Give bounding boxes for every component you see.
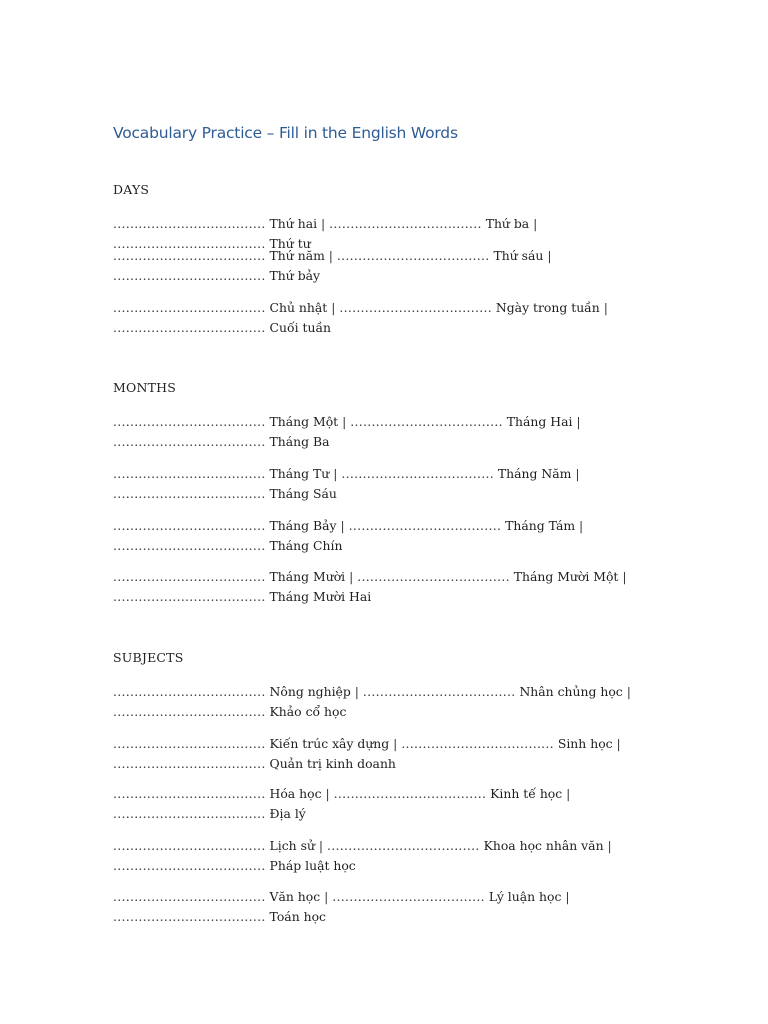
section-heading-days: DAYS xyxy=(113,182,150,197)
vocab-line xyxy=(113,567,658,606)
vocab-word: Ngày trong tuần xyxy=(495,300,600,315)
separator: | xyxy=(565,889,570,904)
separator: | xyxy=(575,466,580,481)
answer-blank[interactable]: .................................... xyxy=(113,248,266,263)
answer-blank[interactable]: .................................... xyxy=(113,684,266,699)
vocab-word: Tháng Hai xyxy=(506,414,573,429)
separator: | xyxy=(340,518,345,533)
answer-blank[interactable]: .................................... xyxy=(113,786,266,801)
vocab-word: Tháng Bảy xyxy=(269,518,337,533)
answer-blank[interactable]: .................................... xyxy=(329,216,482,231)
answer-blank[interactable]: .................................... xyxy=(341,466,494,481)
answer-blank[interactable]: .................................... xyxy=(113,805,266,821)
answer-blank[interactable]: .................................... xyxy=(113,537,266,553)
answer-blank[interactable]: .................................... xyxy=(332,889,485,904)
vocab-word: Sinh học xyxy=(557,736,613,751)
vocab-line xyxy=(113,298,658,337)
answer-blank[interactable]: .................................... xyxy=(113,889,266,904)
vocab-line xyxy=(113,464,658,503)
vocab-word: Pháp luật học xyxy=(269,857,356,873)
answer-blank[interactable]: .................................... xyxy=(113,518,266,533)
vocab-word: Toán học xyxy=(269,908,326,924)
vocab-word: Quản trị kinh doanh xyxy=(269,755,396,771)
separator: | xyxy=(324,889,329,904)
separator: | xyxy=(533,216,538,231)
separator: | xyxy=(325,786,330,801)
answer-blank[interactable]: .................................... xyxy=(113,908,266,924)
separator: | xyxy=(547,248,552,263)
separator: | xyxy=(626,684,631,699)
vocab-line xyxy=(113,887,658,926)
vocab-word: Tháng Sáu xyxy=(269,485,337,501)
vocab-word: Kiến trúc xây dựng xyxy=(269,736,390,751)
separator: | xyxy=(318,838,324,853)
vocab-line xyxy=(113,682,658,721)
answer-blank[interactable]: .................................... xyxy=(113,485,266,501)
answer-blank[interactable]: .................................... xyxy=(113,235,266,251)
separator: | xyxy=(393,736,398,751)
vocab-line xyxy=(113,246,658,285)
separator: | xyxy=(616,736,621,751)
vocab-word: Thứ ba xyxy=(485,216,530,231)
answer-blank[interactable]: .................................... xyxy=(113,703,266,719)
answer-blank[interactable]: .................................... xyxy=(113,414,266,429)
vocab-line xyxy=(113,734,658,773)
vocab-word: Tháng Năm xyxy=(497,466,572,481)
answer-blank[interactable]: .................................... xyxy=(113,857,266,873)
answer-blank[interactable]: .................................... xyxy=(113,433,266,449)
separator: | xyxy=(579,518,584,533)
vocab-word: Thứ tư xyxy=(269,235,311,251)
separator: | xyxy=(603,300,608,315)
answer-blank[interactable]: .................................... xyxy=(113,736,266,751)
separator: | xyxy=(331,300,336,315)
vocab-line xyxy=(113,836,658,875)
vocab-line xyxy=(113,784,658,823)
separator: | xyxy=(622,569,627,584)
answer-blank[interactable]: .................................... xyxy=(113,588,266,604)
answer-blank[interactable]: .................................... xyxy=(113,319,266,335)
vocab-word: Khảo cổ học xyxy=(269,703,347,719)
vocab-word: Khoa học nhân văn xyxy=(483,838,604,853)
answer-blank[interactable]: .................................... xyxy=(336,248,490,263)
separator: | xyxy=(349,569,354,584)
answer-blank[interactable]: .................................... xyxy=(339,300,492,315)
answer-blank[interactable]: .................................... xyxy=(357,569,510,584)
vocab-word: Tháng Chín xyxy=(269,537,343,553)
vocab-line xyxy=(113,516,658,555)
section-heading-subjects: SUBJECTS xyxy=(113,650,184,665)
separator: | xyxy=(342,414,347,429)
answer-blank[interactable]: .................................... xyxy=(113,466,266,481)
vocab-word: Địa lý xyxy=(269,805,306,821)
separator: | xyxy=(333,466,338,481)
answer-blank[interactable]: .................................... xyxy=(113,838,266,853)
vocab-word: Nhân chủng học xyxy=(519,684,623,699)
vocab-word: Tháng Một xyxy=(269,414,339,429)
vocab-word: Lịch sử xyxy=(269,838,315,853)
answer-blank[interactable]: .................................... xyxy=(113,569,266,584)
vocab-word: Tháng Tư xyxy=(269,466,330,481)
vocab-word: Thứ bảy xyxy=(269,267,321,283)
separator: | xyxy=(321,216,326,231)
vocab-word: Thứ hai xyxy=(269,216,318,231)
vocab-word: Thứ năm xyxy=(269,248,325,263)
vocab-word: Kinh tế học xyxy=(490,786,563,801)
vocab-word: Nông nghiệp xyxy=(269,684,351,699)
answer-blank[interactable]: .................................... xyxy=(113,300,266,315)
vocab-line xyxy=(113,412,658,451)
separator: | xyxy=(354,684,359,699)
answer-blank[interactable]: .................................... xyxy=(333,786,487,801)
vocab-word: Tháng Mười xyxy=(269,569,346,584)
answer-blank[interactable]: .................................... xyxy=(113,216,266,231)
answer-blank[interactable]: .................................... xyxy=(350,414,503,429)
vocab-word: Chủ nhật xyxy=(269,300,328,315)
separator: | xyxy=(607,838,612,853)
answer-blank[interactable]: .................................... xyxy=(362,684,516,699)
vocab-word: Lý luận học xyxy=(488,889,562,904)
vocab-word: Tháng Mười Hai xyxy=(269,588,372,604)
vocab-word: Tháng Tám xyxy=(505,518,576,533)
vocab-word: Cuối tuần xyxy=(269,319,332,335)
answer-blank[interactable]: .................................... xyxy=(113,267,266,283)
vocab-word: Thứ sáu xyxy=(493,248,544,263)
separator: | xyxy=(566,786,571,801)
document-title: Vocabulary Practice – Fill in the English Words xyxy=(113,124,458,142)
answer-blank[interactable]: .................................... xyxy=(348,518,502,533)
separator: | xyxy=(576,414,581,429)
answer-blank[interactable]: .................................... xyxy=(113,755,266,771)
section-heading-months: MONTHS xyxy=(113,380,176,395)
answer-blank[interactable]: .................................... xyxy=(327,838,480,853)
answer-blank[interactable]: .................................... xyxy=(401,736,554,751)
vocab-word: Văn học xyxy=(269,889,321,904)
vocab-word: Tháng Mười Một xyxy=(513,569,619,584)
vocab-word: Tháng Ba xyxy=(269,433,330,449)
separator: | xyxy=(328,248,333,263)
vocab-word: Hóa học xyxy=(269,786,322,801)
